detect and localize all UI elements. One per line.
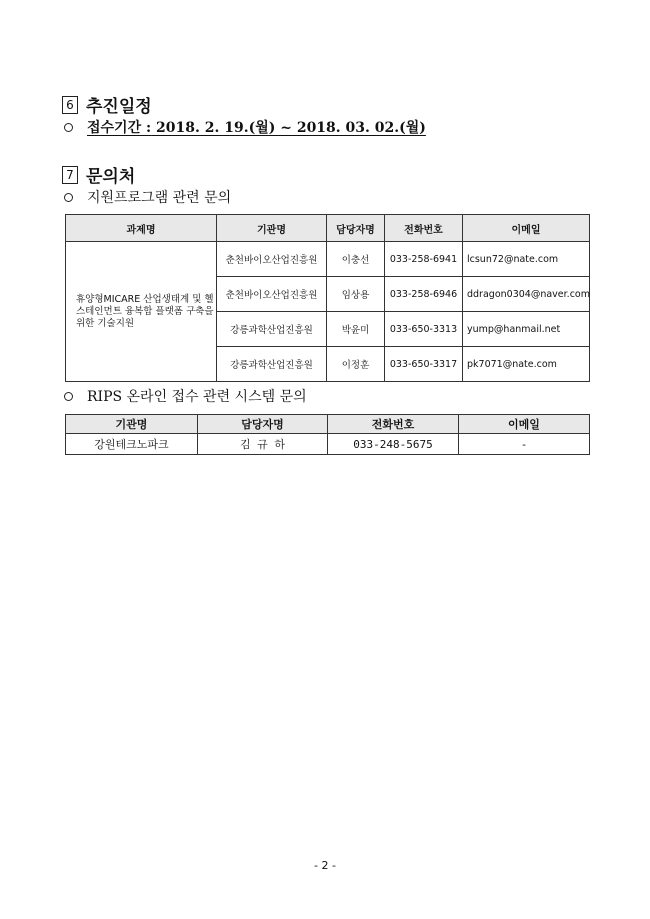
org-cell: 춘천바이오산업진흥원	[217, 242, 327, 277]
header-email: 이메일	[459, 415, 590, 434]
support-contact-table	[65, 214, 590, 382]
table-header-row	[66, 415, 590, 434]
email-cell: yump@hanmail.net	[463, 312, 590, 347]
header-person: 담당자명	[327, 215, 385, 242]
phone-cell: 033-258-6946	[385, 277, 463, 312]
header-email: 이메일	[463, 215, 590, 242]
circle-bullet-icon	[64, 193, 73, 202]
org-cell: 강원테크노파크	[66, 434, 198, 455]
section-number: 6	[62, 96, 78, 114]
section-number: 7	[62, 166, 78, 184]
rips-inquiry-title: RIPS 온라인 접수 관련 시스템 문의	[87, 389, 307, 405]
task-name: 휴양형MICARE 산업생태계 및 헬스테인먼트 융복합 플랫폼 구축을 위한 기술지원	[66, 242, 217, 382]
table-header-row	[66, 215, 590, 242]
page-number: - 2 -	[314, 859, 336, 872]
header-phone: 전화번호	[328, 415, 459, 434]
phone-cell: 033-650-3317	[385, 347, 463, 382]
header-org: 기관명	[217, 215, 327, 242]
person-cell: 박윤미	[327, 312, 385, 347]
schedule-line	[64, 117, 426, 137]
header-phone: 전화번호	[385, 215, 463, 242]
header-person: 담당자명	[198, 415, 328, 434]
support-inquiry-heading	[64, 187, 231, 207]
org-cell: 춘천바이오산업진흥원	[217, 277, 327, 312]
header-org: 기관명	[66, 415, 198, 434]
email-cell: pk7071@nate.com	[463, 347, 590, 382]
table-row	[66, 434, 590, 455]
person-cell: 임상용	[327, 277, 385, 312]
header-task: 과제명	[66, 215, 217, 242]
email-cell: ddragon0304@naver.com	[463, 277, 590, 312]
rips-inquiry-heading	[64, 386, 307, 406]
person-cell: 김 규 하	[198, 434, 328, 455]
org-cell: 강릉과학산업진흥원	[217, 347, 327, 382]
schedule-label: 접수기간 :	[87, 120, 152, 136]
phone-cell: 033-258-6941	[385, 242, 463, 277]
section-7-heading	[62, 162, 135, 187]
phone-cell: 033-650-3313	[385, 312, 463, 347]
person-cell: 이정훈	[327, 347, 385, 382]
circle-bullet-icon	[64, 123, 73, 132]
section-title: 문의처	[86, 167, 136, 187]
rips-contact-table	[65, 414, 590, 455]
schedule-value: 2018. 2. 19.(월) ~ 2018. 03. 02.(월)	[156, 120, 426, 136]
phone-cell: 033-248-5675	[328, 434, 459, 455]
org-cell: 강릉과학산업진흥원	[217, 312, 327, 347]
schedule-text	[87, 117, 426, 137]
email-cell: lcsun72@nate.com	[463, 242, 590, 277]
section-title: 추진일정	[86, 97, 152, 117]
email-cell: -	[459, 434, 590, 455]
table-row	[66, 242, 590, 277]
person-cell: 이충선	[327, 242, 385, 277]
circle-bullet-icon	[64, 392, 73, 401]
section-6-heading	[62, 92, 152, 117]
support-inquiry-title: 지원프로그램 관련 문의	[87, 190, 232, 206]
